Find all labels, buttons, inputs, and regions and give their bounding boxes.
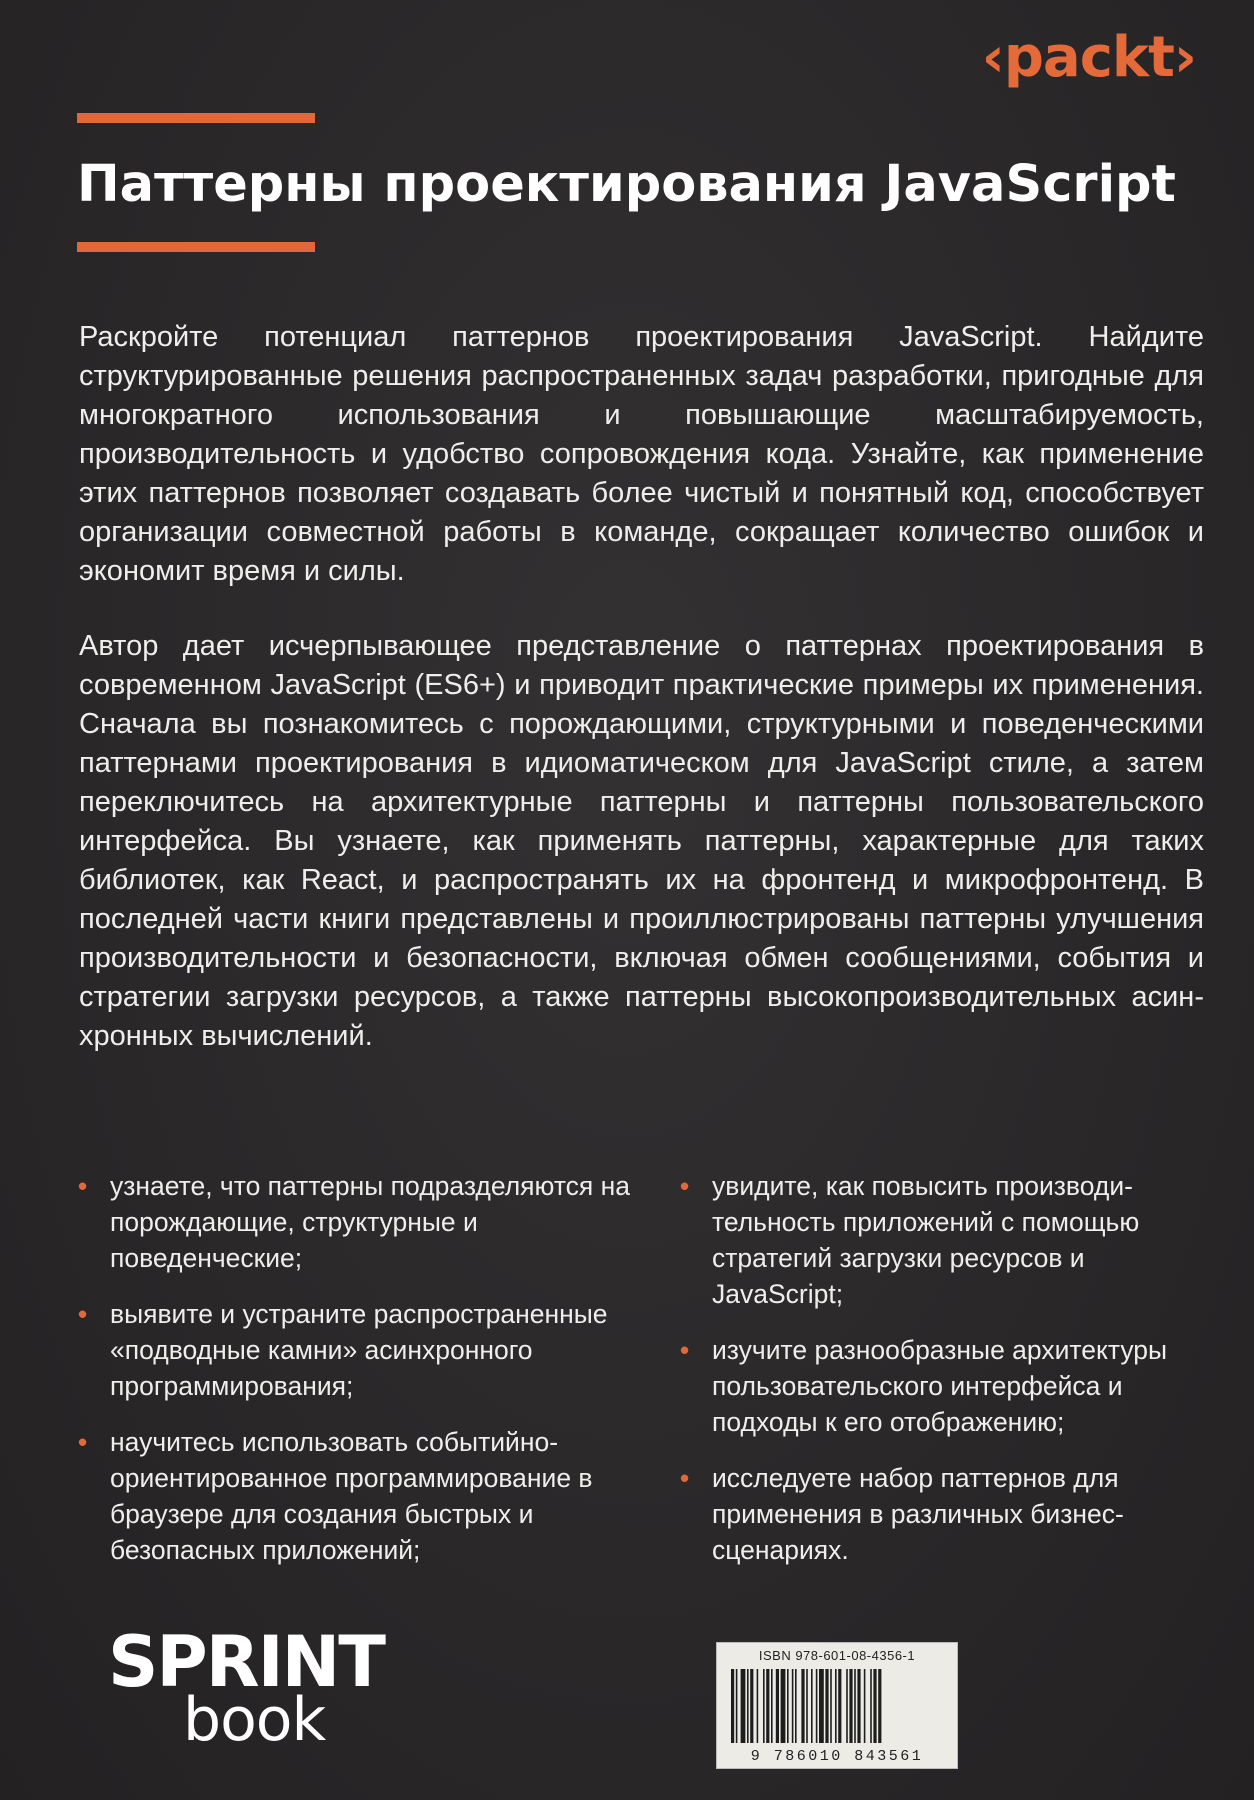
barcode-bar [830,1669,832,1743]
feature-text: выявите и устраните распространенные «подводные камни» асинхронного программирования; [110,1299,608,1401]
feature-text: изучите разнообразные архитектуры пользовательского интерфейса и подходы к его отображению; [712,1335,1168,1437]
barcode-bar [878,1669,881,1743]
barcode-bar [741,1669,746,1743]
publisher-logo: ‹packt› [981,25,1196,90]
feature-list-item [78,1424,633,1568]
barcode-bar [819,1669,824,1743]
imprint-logo-line2: book [183,1685,326,1755]
barcode-icon [729,1669,945,1743]
title-accent-bar-bottom [77,242,315,252]
barcode-bar [747,1669,749,1743]
title-accent-bar-top [77,113,315,123]
barcode-bar [846,1669,848,1743]
book-title: Паттерны проектирования JavaScript [77,155,1176,214]
bullet-icon: • [78,1171,88,1201]
feature-text: увидите, как повысить производительность приложений с помощью стратегий загрузки ресурсов и JavaScript; [712,1171,1140,1309]
barcode-bar [781,1669,786,1743]
barcode-bar [806,1669,808,1743]
barcode-bar [771,1669,773,1743]
description-paragraph: Автор дает исчерпывающее представление о паттернах проектирования в современном JavaScript (ES6+) и приводит практические примеры их применения. Сначала вы познакомитесь с порождающими, структурными и поведенческими паттернами проектирования в идиоматическом для JavaScript стиле, а затем переключитесь на архитектурные паттерны и паттерны пользовательского интерфейса. Вы узнаете, как применять паттерны, характерные для таких библиотек, как React, и распространять их на фронтенд и микрофронтенд. В последней части книги представлены и проиллюстрированы паттерны улучшения производительности и безопасности, включая обмен сообщениями, события и стратегии загрузки ресурсов, а также паттерны высокопроизводительных асинхронных вычислений. [79,630,1204,1052]
barcode-bar [864,1669,866,1743]
imprint-logo-line1: SPRINT [108,1621,384,1703]
bullet-icon: • [680,1335,690,1365]
feature-list-left [78,1168,633,1588]
barcode-bar [873,1669,876,1743]
barcode-bar [838,1669,841,1743]
feature-list-item [680,1460,1220,1568]
barcode-bar [811,1669,813,1743]
barcode-bar [849,1669,852,1743]
barcode-bar [825,1669,828,1743]
barcode-bar [757,1669,759,1743]
feature-list-item [78,1168,633,1276]
bullet-icon: • [680,1171,690,1201]
bullet-icon: • [680,1463,690,1493]
barcode-bar [854,1669,856,1743]
feature-list-item [680,1332,1220,1440]
feature-text: исследуете набор паттернов для применения в различных бизнес-сценариях. [712,1463,1124,1565]
barcode-bar [792,1669,794,1743]
feature-text: научитесь использовать событийно-ориентированное программирование в браузере для создания быстрых и безопасных приложений; [110,1427,593,1565]
barcode-bar [816,1669,818,1743]
barcode-bar [736,1669,738,1743]
barcode-bar [776,1669,779,1743]
bullet-icon: • [78,1299,88,1329]
feature-list-right [680,1168,1220,1588]
isbn-barcode [716,1642,958,1769]
barcode-bar [801,1669,804,1743]
barcode-bar [857,1669,860,1743]
barcode-bar [787,1669,789,1743]
barcode-digits: 9 786010 843561 [750,1748,924,1765]
bullet-icon: • [78,1427,88,1457]
barcode-bar [763,1669,765,1743]
description-paragraph: Раскройте потенциал паттернов проектирования JavaScript. Найдите структурированные решения распространенных задач разработки, пригодные для многократного использования и повышающие масштабируемость, производительность и удобство сопровождения кода. Узнайте, как применение этих паттернов позволяет создавать более чистый и понятный код, способствует организации совместной работы в команде, сокращает количество ошибок и экономит время и силы. [79,321,1204,587]
barcode-bar [795,1669,797,1743]
barcode-bar [835,1669,837,1743]
imprint-logo [108,1621,384,1755]
barcode-bar [766,1669,769,1743]
barcode-bar [870,1669,872,1743]
feature-list-item [680,1168,1220,1312]
feature-list-item [78,1296,633,1404]
barcode-bar [731,1669,734,1743]
isbn-label: ISBN 978-601-08-4356-1 [758,1648,916,1663]
barcode-bar [750,1669,753,1743]
feature-text: узнаете, что паттерны подразделяются на порождающие, структурные и поведенческие; [110,1171,630,1273]
